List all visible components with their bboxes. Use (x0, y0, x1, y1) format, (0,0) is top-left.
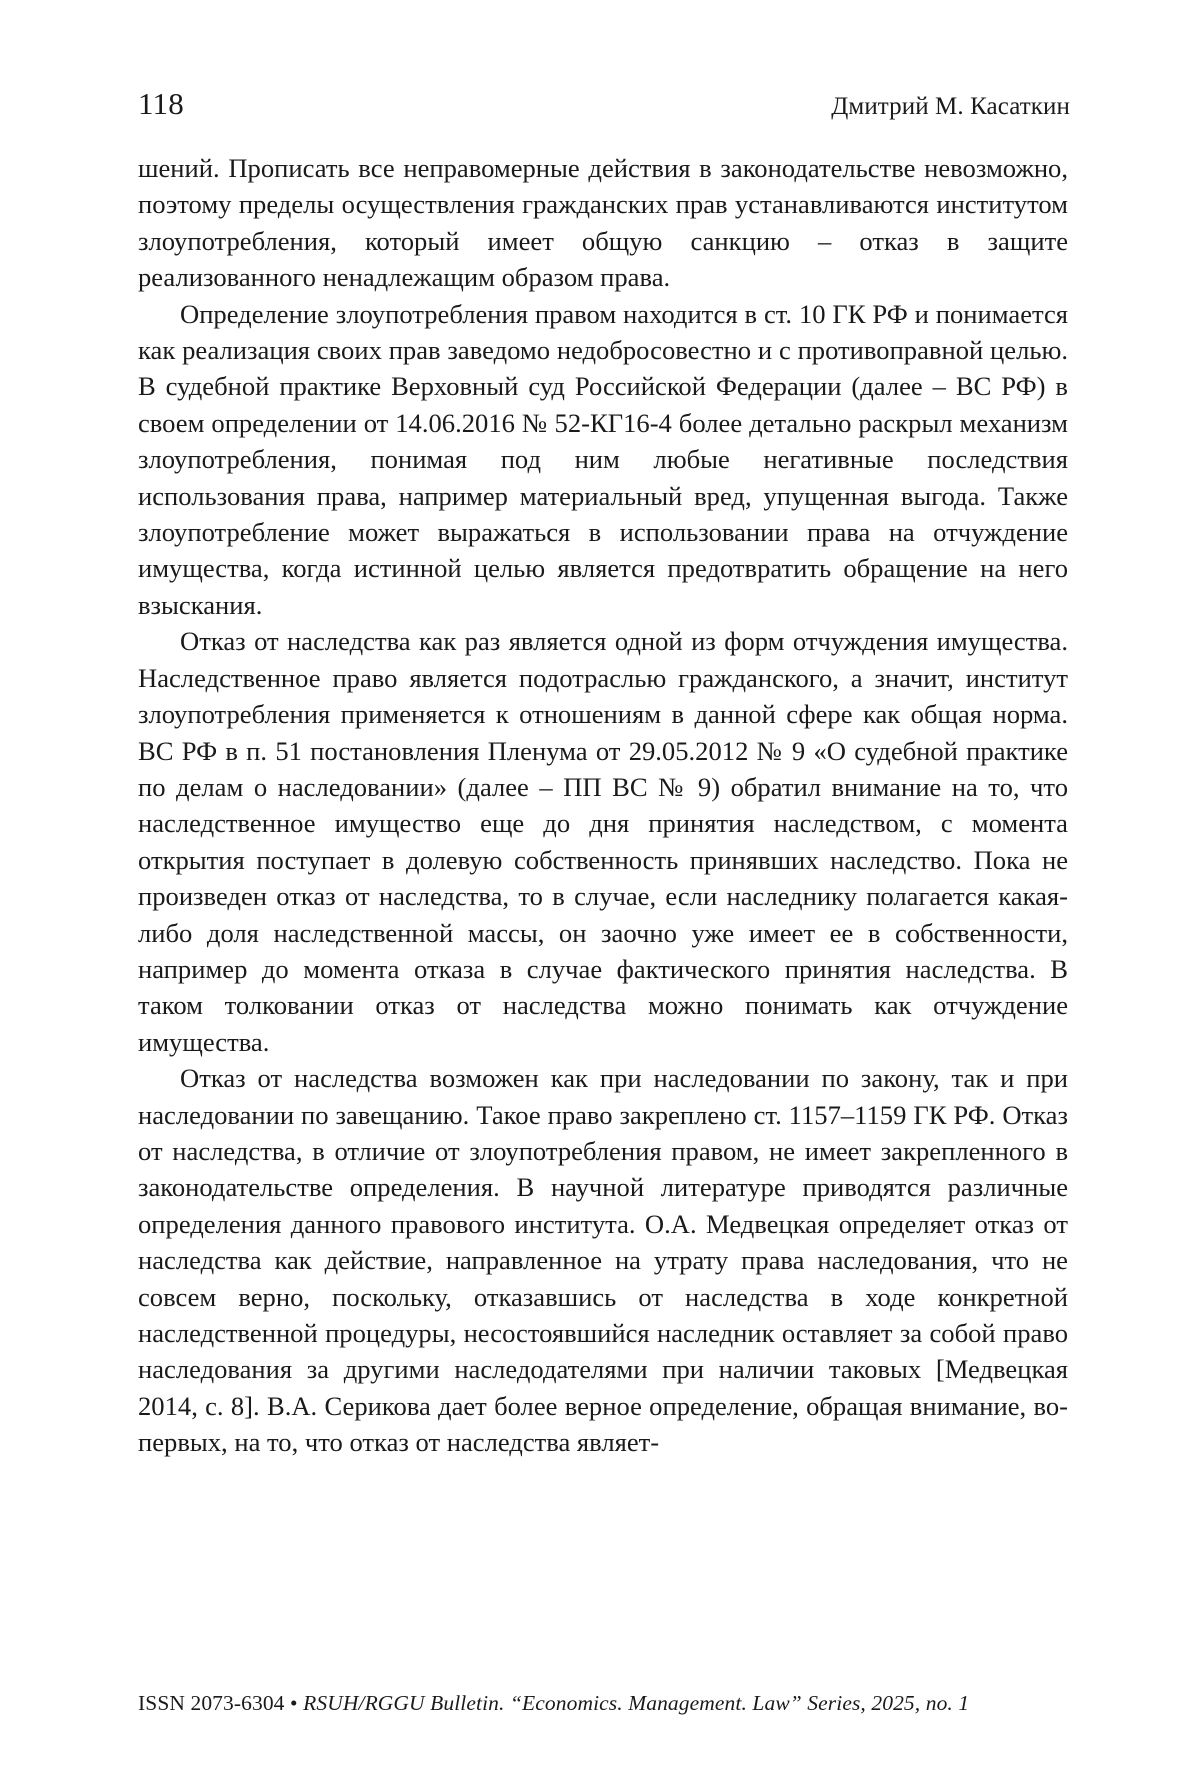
body-paragraph: Отказ от наследства как раз является одной из форм отчуждения имущества. Наследственное право является подотраслью гражданского, а значит, институт злоупотребления применяется к отношениям в данной сфере как общая норма. ВС РФ в п. 51 постановления Пленума от 29.05.2012 № 9 «О судебной практике по делам о наследовании» (далее – ПП ВС № 9) обратил внимание на то, что наследственное имущество еще до дня принятия наследством, с момента открытия поступает в долевую собственность принявших наследство. Пока не произведен отказ от наследства, то в случае, если наследнику полагается какая-либо доля наследственной массы, он заочно уже имеет ее в собственности, например до момента отказа в случае фактического принятия наследства. В таком толковании отказ от наследства можно понимать как отчуждение имущества. (138, 626, 1068, 1057)
body-paragraph: шений. Прописать все неправомерные действия в законодательстве невозможно, поэтому пределы осуществления гражданских прав устанавливаются институтом злоупотребления, который имеет общую санкцию – отказ в защите реализованного ненадлежащим образом права. (138, 153, 1068, 293)
body-paragraph: Отказ от наследства возможен как при наследовании по закону, так и при наследовании по завещанию. Такое право закреплено ст. 1157–1159 ГК РФ. Отказ от наследства, в отличие от злоупотребления правом, не имеет закрепленного в законодательстве определения. В научной литературе приводятся различные определения данного правового института. О.А. Медвецкая определяет отказ от наследства как действие, направленное на утрату права наследования, что не совсем верно, поскольку, отказавшись от наследства в ходе конкретной наследственной процедуры, несостоявшийся наследник оставляет за собой право наследования за другими наследодателями при наличии таковых [Медвецкая 2014, с. 8]. В.А. Серикова дает более верное определение, обращая внимание, во-первых, на то, что отказ от наследства являет- (138, 1063, 1068, 1458)
footer-separator: • (290, 1691, 298, 1715)
body-paragraph: Определение злоупотребления правом находится в ст. 10 ГК РФ и понимается как реализация своих прав заведомо недобросовестно и с противоправной целью. В судебной практике Верховный суд Российской Федерации (далее – ВС РФ) в своем определении от 14.06.2016 № 52-КГ16-4 более детально раскрыл механизм злоупотребления, понимая под ним любые негативные последствия использования права, например материальный вред, упущенная выгода. Также злоупотребление может выражаться в использовании права на отчуждение имущества, когда истинной целью является предотвратить обращение на него взыскания. (138, 298, 1068, 620)
footer-journal-title: RSUH/RGGU Bulletin. “Economics. Management. Law” Series, 2025, no. 1 (303, 1691, 970, 1715)
page-number: 118 (138, 86, 184, 121)
page-header (138, 86, 1070, 122)
page-footer (138, 1691, 1070, 1716)
footer-issn: ISSN 2073-6304 (138, 1691, 285, 1715)
running-head-author: Дмитрий М. Касаткин (831, 93, 1070, 120)
article-body (138, 150, 1068, 1461)
